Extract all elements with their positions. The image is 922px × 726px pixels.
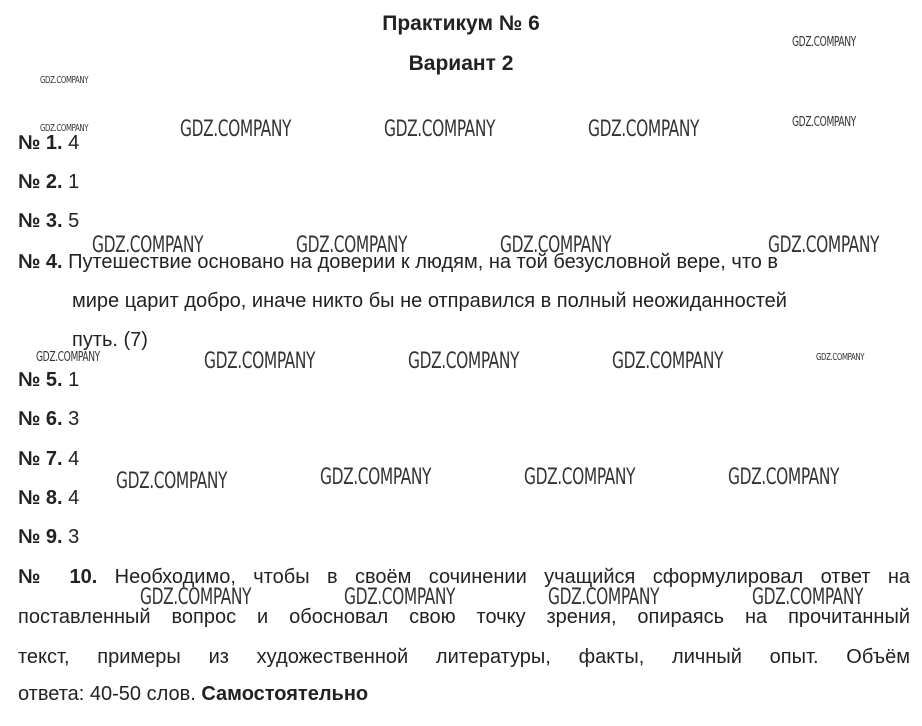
answer-4-line-3: путь. (7) — [72, 329, 148, 351]
watermark: GDZ.COMPANY — [344, 585, 456, 610]
answer-text: 4 — [62, 487, 80, 509]
answer-text: 4 — [62, 132, 80, 154]
answer-4-line-2: мире царит добро, иначе никто бы не отправился в полный неожиданностей — [72, 290, 787, 312]
page-title: Практикум № 6 — [382, 12, 540, 35]
watermark: GDZ.COMPANY — [612, 349, 724, 374]
watermark: GDZ.COMPANY — [816, 352, 865, 363]
watermark: GDZ.COMPANY — [500, 233, 612, 258]
answer-number: № 10. — [18, 566, 98, 588]
watermark: GDZ.COMPANY — [752, 585, 864, 610]
answer-2 — [18, 170, 79, 194]
watermark: GDZ.COMPANY — [588, 117, 700, 142]
watermark: GDZ.COMPANY — [36, 350, 100, 365]
answer-text: 1 — [62, 369, 80, 391]
answer-10-line-4 — [18, 682, 368, 706]
watermark: GDZ.COMPANY — [320, 465, 432, 490]
watermark: GDZ.COMPANY — [92, 233, 204, 258]
answer-text: Путешествие основано на доверии к людям, на той безусловной вере, что в — [62, 251, 779, 273]
answer-number: № 3. — [18, 210, 63, 232]
watermark: GDZ.COMPANY — [296, 233, 408, 258]
answer-text: 4 — [62, 448, 80, 470]
answer-number: № 7. — [18, 448, 63, 470]
answer-6 — [18, 407, 79, 431]
answer-emphasis: Самостоятельно — [201, 683, 369, 705]
watermark: GDZ.COMPANY — [548, 585, 660, 610]
watermark: GDZ.COMPANY — [40, 123, 89, 134]
answer-number: № 1. — [18, 132, 63, 154]
answer-number: № 9. — [18, 526, 63, 548]
answer-1 — [18, 131, 79, 155]
watermark: GDZ.COMPANY — [384, 117, 496, 142]
answer-10 — [18, 566, 910, 589]
answer-8 — [18, 486, 79, 510]
watermark: GDZ.COMPANY — [768, 233, 880, 258]
answer-text: Необходимо, чтобы в своём сочинении учащийся сформулировал ответ на — [97, 566, 911, 588]
answer-4 — [18, 250, 778, 274]
page-subtitle: Вариант 2 — [408, 52, 514, 75]
answer-text: ответа: 40-50 слов. — [18, 683, 196, 705]
answer-number: № 6. — [18, 408, 63, 430]
answer-10-line-3: текст, примеры из художественной литературы, факты, личный опыт. Объём — [18, 646, 910, 668]
answer-number: № 8. — [18, 487, 63, 509]
answer-text: 1 — [62, 171, 80, 193]
answer-text: 3 — [62, 526, 80, 548]
watermark: GDZ.COMPANY — [140, 585, 252, 610]
answer-9 — [18, 525, 79, 549]
watermark: GDZ.COMPANY — [524, 465, 636, 490]
answer-10-line-2: поставленный вопрос и обосновал свою точку зрения, опираясь на прочитанный — [18, 606, 910, 628]
answer-text: 3 — [62, 408, 80, 430]
watermark: GDZ.COMPANY — [116, 469, 228, 494]
watermark: GDZ.COMPANY — [204, 349, 316, 374]
watermark: GDZ.COMPANY — [728, 465, 840, 490]
watermark: GDZ.COMPANY — [792, 35, 856, 50]
watermark: GDZ.COMPANY — [40, 75, 89, 86]
answer-number: № 5. — [18, 369, 63, 391]
watermark: GDZ.COMPANY — [180, 117, 292, 142]
answer-7 — [18, 447, 79, 471]
answer-number: № 2. — [18, 171, 63, 193]
watermark: GDZ.COMPANY — [408, 349, 520, 374]
answer-number: № 4. — [18, 251, 63, 273]
answer-5 — [18, 368, 79, 392]
answer-text: 5 — [62, 210, 80, 232]
answer-3 — [18, 209, 79, 233]
watermark: GDZ.COMPANY — [792, 115, 856, 130]
